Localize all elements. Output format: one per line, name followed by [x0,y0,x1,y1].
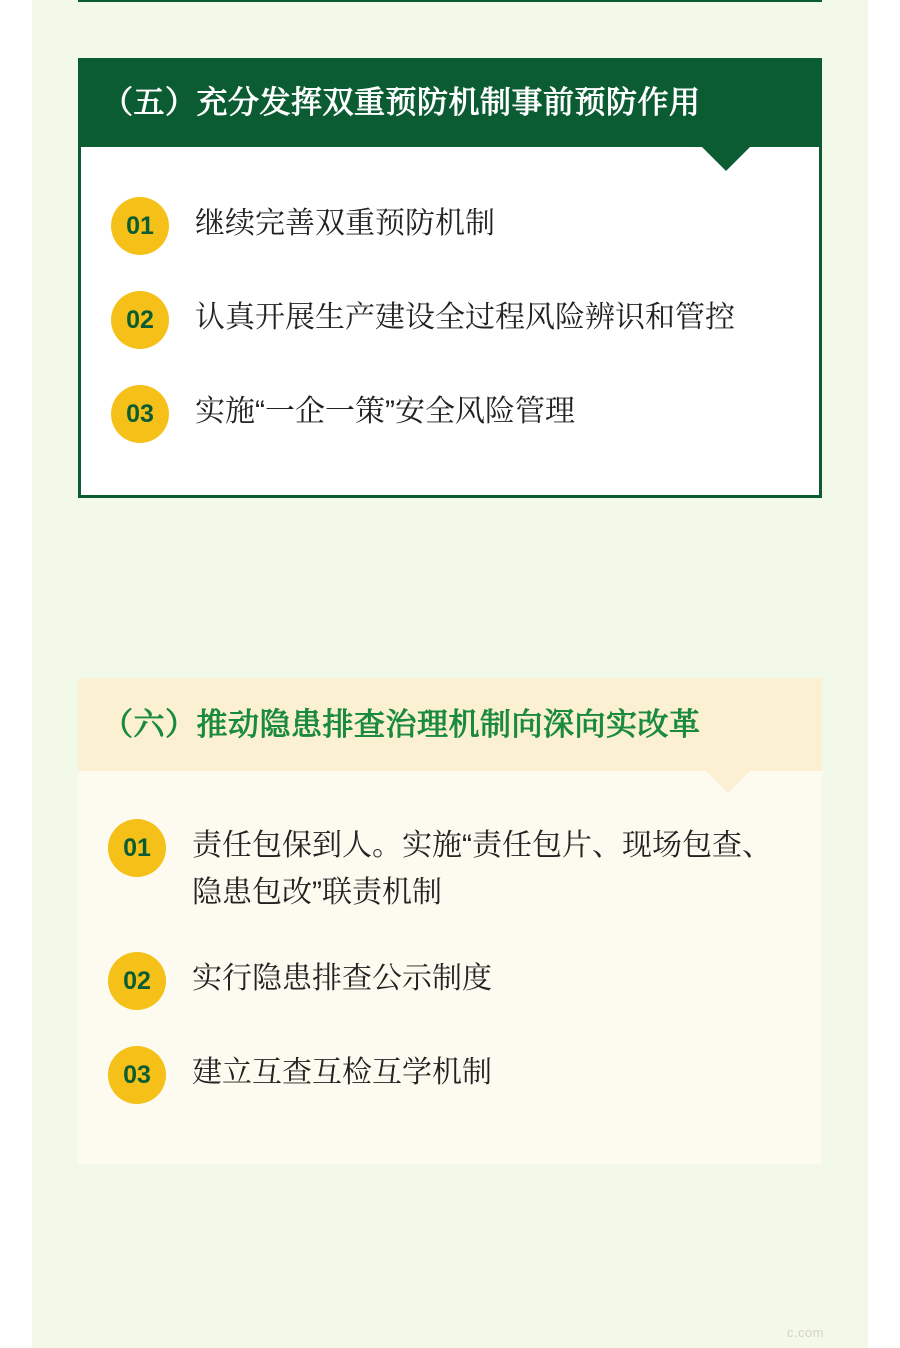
header-notch-icon [702,147,750,171]
section-card-five [78,58,822,498]
watermark: c.com [786,1325,824,1340]
item-text: 继续完善双重预防机制 [195,207,495,241]
list-item [111,195,779,255]
item-text: 建立互查互检互学机制 [192,1056,492,1090]
item-text: 认真开展生产建设全过程风险辨识和管控 [195,301,735,335]
section-six-body [78,771,822,1164]
section-six-header [78,678,822,771]
header-notch-icon [706,771,750,793]
section-six-title: （六）推动隐患排查治理机制向深向实改革 [102,707,701,742]
item-number-badge: 01 [111,197,169,255]
item-number-badge: 03 [108,1046,166,1104]
section-five-body [81,147,819,495]
section-five-title: （五）充分发挥双重预防机制事前预防作用 [102,85,701,120]
item-number-badge: 03 [111,385,169,443]
item-number-badge: 02 [111,291,169,349]
list-item [108,950,782,1010]
item-text: 实施“一企一策”安全风险管理 [195,395,575,429]
previous-card-bottom-edge [78,0,822,2]
list-item [111,383,779,443]
list-item [111,289,779,349]
page-edge-left [0,0,32,1348]
section-five-header [78,58,822,147]
item-number-badge: 02 [108,952,166,1010]
item-text: 实行隐患排查公示制度 [192,962,492,996]
page-edge-right [868,0,900,1348]
list-item [108,1044,782,1104]
item-number-badge: 01 [108,819,166,877]
page-content [32,0,868,1348]
list-item [108,817,782,916]
item-text: 责任包保到人。实施“责任包片、现场包查、隐患包改”联责机制 [192,829,772,909]
section-card-six [78,678,822,1164]
